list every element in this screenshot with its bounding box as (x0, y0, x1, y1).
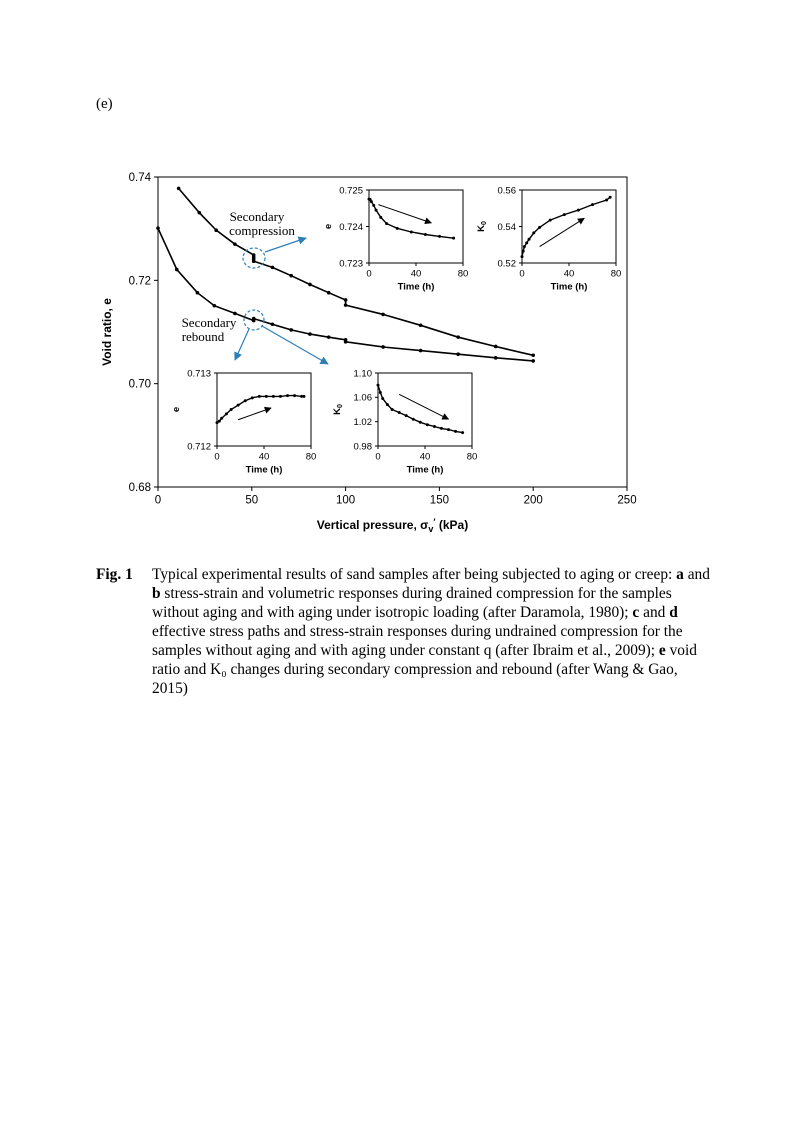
y-tick-label: 0.52 (497, 258, 516, 270)
secondary-rebound-label-1: Secondary (181, 315, 237, 330)
data-point (375, 209, 378, 212)
data-point (419, 421, 422, 424)
data-point (327, 335, 331, 339)
data-point (385, 222, 388, 225)
data-point (344, 298, 348, 302)
figure-caption (96, 565, 711, 698)
caption-panel-letter: b (152, 585, 161, 602)
data-point (386, 403, 389, 406)
x-tick-label: 40 (410, 268, 422, 280)
y-tick-label: 0.54 (497, 221, 516, 233)
data-point (218, 420, 221, 423)
data-point (412, 418, 415, 421)
y-tick-label: 0.72 (128, 275, 151, 288)
data-point (379, 391, 382, 394)
x-axis-label: Time (h) (245, 464, 283, 476)
data-point (440, 427, 443, 430)
secondary-compression-label-2: compression (229, 223, 295, 238)
y-tick-label: 0.724 (339, 221, 363, 233)
caption-text: stress-strain and volumetric responses during drained compression for the samples without aging and with aging under isotropic loading (after Daramola, 1980); (152, 585, 672, 621)
data-point (456, 352, 460, 356)
data-point (424, 233, 427, 236)
data-point (214, 228, 218, 232)
data-point (293, 394, 296, 397)
data-point (344, 303, 348, 307)
data-point (197, 211, 201, 215)
secondary-rebound-label-2: rebound (181, 329, 225, 344)
y-axis-label: $K_0$ (332, 404, 344, 415)
data-point (609, 196, 612, 199)
x-tick-label: 150 (429, 494, 449, 507)
data-point (252, 259, 256, 263)
data-point (230, 408, 233, 411)
data-point (531, 353, 535, 357)
y-tick-label: 0.723 (339, 258, 363, 270)
x-tick-label: 0 (375, 451, 381, 463)
data-point (461, 431, 464, 434)
data-point (433, 425, 436, 428)
data-point (279, 395, 282, 398)
caption-panel-letter: c (632, 604, 640, 621)
data-point (237, 404, 240, 407)
secondary-compression-label-1: Secondary (229, 209, 285, 224)
caption-panel-letter: a (676, 566, 684, 583)
caption-text: and (683, 566, 710, 583)
y-tick-label: 1.02 (353, 416, 372, 428)
data-point (370, 200, 373, 203)
data-point (398, 411, 401, 414)
data-point (381, 345, 385, 349)
data-point (252, 317, 256, 321)
data-point (494, 345, 498, 349)
y-tick-label: 0.74 (128, 172, 151, 185)
data-point (405, 414, 408, 417)
x-tick-label: 0 (366, 268, 372, 280)
data-point (286, 394, 289, 397)
data-point (308, 332, 312, 336)
data-point (525, 241, 528, 244)
data-point (438, 235, 441, 238)
x-tick-label: 200 (523, 494, 543, 507)
data-point (258, 395, 261, 398)
data-point (563, 213, 566, 216)
data-point (531, 359, 535, 363)
y-axis-label: Void ratio, e (100, 298, 114, 366)
data-point (456, 335, 460, 339)
data-point (577, 209, 580, 212)
data-point (377, 384, 380, 387)
data-point (521, 255, 524, 258)
data-point (549, 219, 552, 222)
caption-text: void ratio and K₀ changes during secondary compression and rebound (after Wang & Gao, 2015) (152, 642, 697, 697)
data-point (410, 230, 413, 233)
data-point (289, 274, 293, 278)
data-point (344, 340, 348, 344)
y-tick-label: 0.713 (187, 368, 211, 380)
x-tick-label: 80 (466, 451, 478, 463)
caption-panel-letter: d (669, 604, 678, 621)
y-tick-label: 0.98 (353, 441, 372, 453)
data-point (271, 322, 275, 326)
caption-body (152, 565, 711, 698)
data-point (175, 268, 179, 272)
x-tick-label: 50 (245, 494, 259, 507)
y-tick-label: 1.06 (353, 392, 372, 404)
data-point (447, 428, 450, 431)
y-tick-label: 1.10 (353, 368, 372, 380)
x-tick-label: 0 (519, 268, 525, 280)
caption-text: Typical experimental results of sand samples after being subjected to aging or creep: (152, 566, 677, 583)
data-point (308, 283, 312, 287)
data-point (522, 250, 525, 253)
x-tick-label: 80 (457, 268, 469, 280)
data-point (591, 203, 594, 206)
x-axis-label: Time (h) (406, 464, 444, 476)
x-tick-label: 0 (154, 494, 162, 507)
data-point (302, 395, 305, 398)
y-tick-label: 0.725 (339, 185, 363, 197)
data-point (419, 349, 423, 353)
data-point (454, 430, 457, 433)
plot-frame (369, 190, 463, 263)
y-tick-label: 0.68 (128, 482, 151, 495)
x-tick-label: 80 (305, 451, 317, 463)
caption-label: Fig. 1 (96, 566, 133, 583)
data-point (381, 397, 384, 400)
data-point (532, 231, 535, 234)
x-tick-label: 40 (258, 451, 270, 463)
data-point (251, 396, 254, 399)
panel-label: (e) (96, 96, 113, 112)
data-point (289, 328, 293, 332)
data-point (605, 199, 608, 202)
data-point (396, 227, 399, 230)
x-tick-label: 100 (336, 494, 356, 507)
data-point (538, 226, 541, 229)
data-point (212, 304, 216, 308)
data-point (327, 291, 331, 295)
data-point (233, 242, 237, 246)
data-point (156, 226, 160, 230)
data-point (265, 395, 268, 398)
figure-canvas (0, 0, 793, 560)
y-axis-label: e (323, 223, 334, 230)
y-tick-label: 0.70 (128, 378, 151, 391)
data-point (372, 204, 375, 207)
caption-panel-letter: e (658, 642, 666, 659)
data-point (379, 216, 382, 219)
data-point (177, 187, 181, 191)
x-tick-label: 80 (610, 268, 622, 280)
y-tick-label: 0.712 (187, 441, 211, 453)
y-tick-label: 0.56 (497, 185, 516, 197)
data-point (225, 412, 228, 415)
data-point (220, 417, 223, 420)
x-tick-label: 40 (419, 451, 431, 463)
y-axis-label: e (171, 406, 182, 413)
data-point (272, 395, 275, 398)
data-point (523, 245, 526, 248)
data-point (528, 238, 531, 241)
x-tick-label: 250 (617, 494, 637, 507)
x-axis-label: Time (h) (550, 281, 588, 293)
data-point (419, 323, 423, 327)
caption-text: and (639, 604, 670, 621)
x-tick-label: 0 (214, 451, 220, 463)
x-tick-label: 40 (563, 268, 575, 280)
data-point (391, 408, 394, 411)
data-point (271, 266, 275, 270)
caption-text: effective stress paths and stress-strain responses during undrained compression for the samples without aging and with aging under constant q (after Ibraim et al., 2009); (152, 623, 683, 659)
data-point (196, 291, 200, 295)
data-point (452, 237, 455, 240)
data-point (494, 356, 498, 360)
data-point (244, 399, 247, 402)
data-point (426, 423, 429, 426)
x-axis-label: Time (h) (397, 281, 435, 293)
y-axis-label: $K_0$ (476, 221, 488, 232)
x-axis-label: Vertical pressure, $\sigma_v'$ (kPa) (316, 517, 469, 534)
data-point (381, 313, 385, 317)
